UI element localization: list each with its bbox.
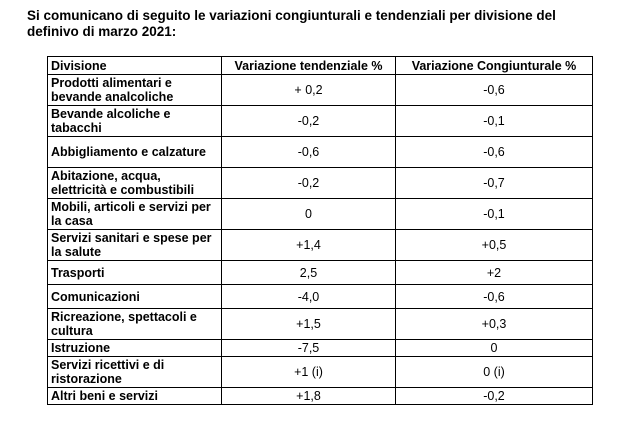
table-row [48,357,593,388]
tendenziale-cell: -0,2 [222,168,396,199]
intro-paragraph: Si comunicano di seguito le variazioni congiunturali e tendenziali per divisione del definivo di marzo 2021: [27,8,556,39]
header-variazione-tendenziale: Variazione tendenziale % [222,57,396,75]
tendenziale-cell: +1,8 [222,388,396,405]
table-row [48,230,593,261]
congiunturale-cell: -0,2 [396,388,593,405]
table-row [48,340,593,357]
tendenziale-cell: +1 (i) [222,357,396,388]
division-cell: Altri beni e servizi [48,388,222,405]
congiunturale-cell: -0,7 [396,168,593,199]
tendenziale-cell: -7,5 [222,340,396,357]
table-header-row [48,57,593,75]
header-divisione: Divisione [48,57,222,75]
congiunturale-cell: 0 (i) [396,357,593,388]
table-row [48,168,593,199]
congiunturale-cell: +2 [396,261,593,285]
division-cell: Ricreazione, spettacoli e cultura [48,309,222,340]
division-cell: Servizi ricettivi e di ristorazione [48,357,222,388]
division-variations-table [47,56,593,405]
congiunturale-cell: -0,1 [396,106,593,137]
division-cell: Abitazione, acqua, elettricità e combustibili [48,168,222,199]
congiunturale-cell: -0,6 [396,137,593,168]
division-cell: Mobili, articoli e servizi per la casa [48,199,222,230]
division-cell: Comunicazioni [48,285,222,309]
table-row [48,75,593,106]
header-variazione-congiunturale: Variazione Congiunturale % [396,57,593,75]
division-cell: Abbigliamento e calzature [48,137,222,168]
tendenziale-cell: +1,5 [222,309,396,340]
congiunturale-cell: +0,5 [396,230,593,261]
division-cell: Servizi sanitari e spese per la salute [48,230,222,261]
table-row [48,285,593,309]
tendenziale-cell: +1,4 [222,230,396,261]
tendenziale-cell: 2,5 [222,261,396,285]
congiunturale-cell: -0,6 [396,75,593,106]
tendenziale-cell: 0 [222,199,396,230]
table-row [48,261,593,285]
congiunturale-cell: -0,6 [396,285,593,309]
division-cell: Prodotti alimentari e bevande analcoliche [48,75,222,106]
table-row [48,199,593,230]
table-row [48,309,593,340]
table-row [48,106,593,137]
tendenziale-cell: -4,0 [222,285,396,309]
congiunturale-cell: 0 [396,340,593,357]
division-cell: Trasporti [48,261,222,285]
tendenziale-cell: + 0,2 [222,75,396,106]
table-row [48,388,593,405]
tendenziale-cell: -0,2 [222,106,396,137]
division-cell: Istruzione [48,340,222,357]
congiunturale-cell: +0,3 [396,309,593,340]
division-cell: Bevande alcoliche e tabacchi [48,106,222,137]
congiunturale-cell: -0,1 [396,199,593,230]
tendenziale-cell: -0,6 [222,137,396,168]
table-row [48,137,593,168]
